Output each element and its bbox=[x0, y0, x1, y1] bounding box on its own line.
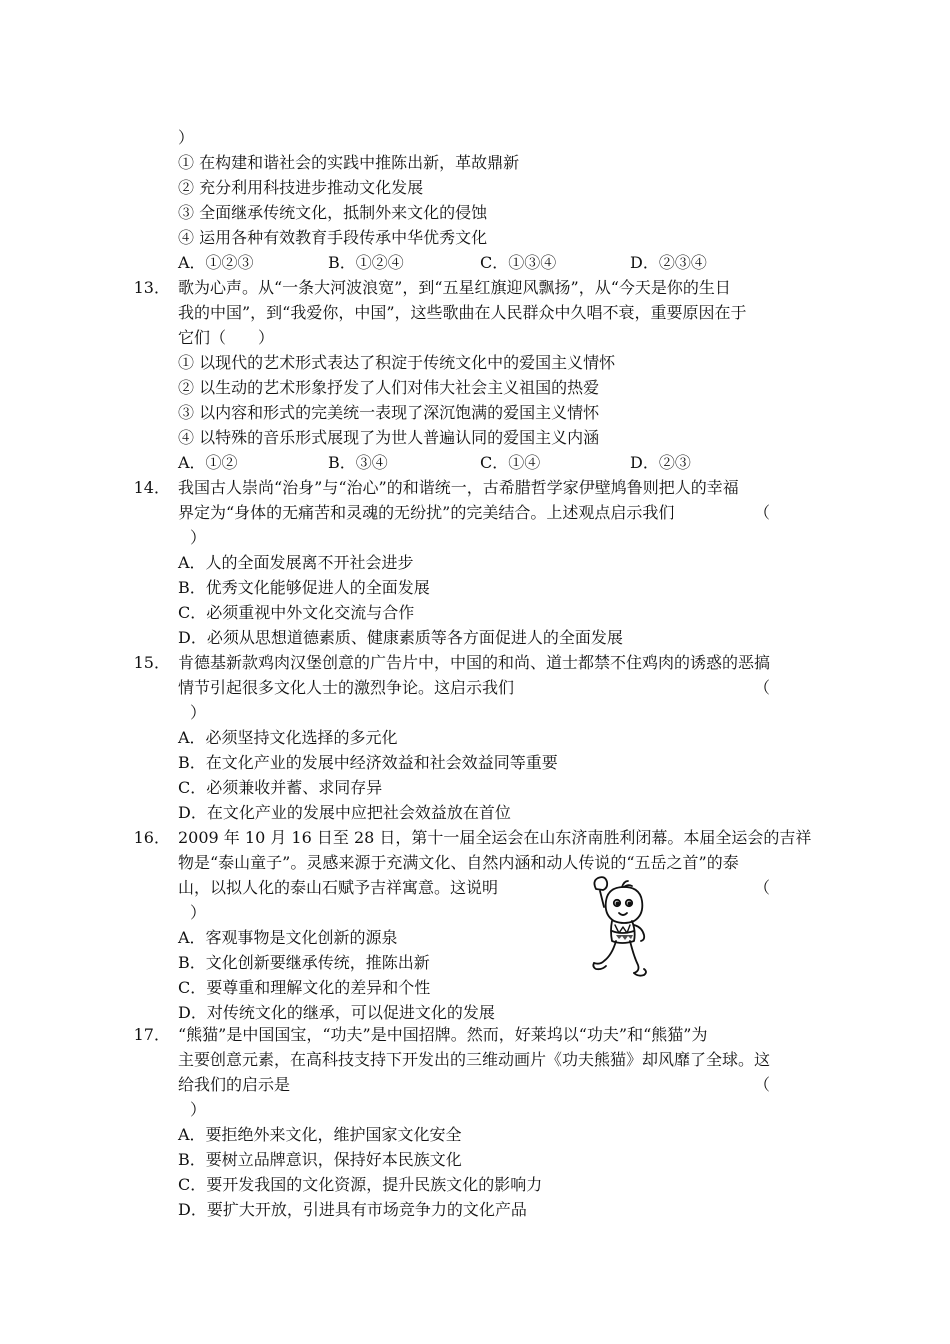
q13-choice-d: D．②③ bbox=[630, 453, 691, 472]
q13-choice-c: C．①④ bbox=[480, 453, 541, 472]
q17-stem-line-1: “熊猫”是中国国宝，“功夫”是中国招牌。然而，好莱坞以“功夫”和“熊猫”为 bbox=[178, 1025, 708, 1044]
q16-answer-paren-close: ） bbox=[190, 903, 207, 922]
q17-number: 17． bbox=[133, 1025, 170, 1044]
q13-item-3: ③ 以内容和形式的完美统一表现了深沉饱满的爱国主义情怀 bbox=[178, 403, 600, 422]
q17-answer-paren-open: （ bbox=[754, 1075, 771, 1094]
q14-option-d: D．必须从思想道德素质、健康素质等各方面促进人的全面发展 bbox=[178, 628, 623, 647]
q16-stem-line-3: 山，以拟人化的泰山石赋予吉祥寓意。这说明 bbox=[178, 878, 499, 897]
q12-choice-c: C．①③④ bbox=[480, 253, 557, 272]
q15-option-a: A．必须坚持文化选择的多元化 bbox=[178, 728, 398, 747]
q12-closing-paren: ） bbox=[178, 128, 195, 147]
q16-number: 16． bbox=[133, 828, 170, 847]
q12-item-1: ① 在构建和谐社会的实践中推陈出新，革故鼎新 bbox=[178, 153, 520, 172]
q14-option-b: B．优秀文化能够促进人的全面发展 bbox=[178, 578, 430, 597]
q17-option-c: C．要开发我国的文化资源，提升民族文化的影响力 bbox=[178, 1175, 543, 1194]
q16-stem-line-1: 2009 年 10 月 16 日至 28 日，第十一届全运会在山东济南胜利闭幕。本届全运会的吉祥 bbox=[178, 828, 812, 847]
q17-stem-line-2: 主要创意元素，在高科技支持下开发出的三维动画片《功夫熊猫》却风靡了全球。这 bbox=[178, 1050, 771, 1069]
q17-option-a: A．要拒绝外来文化，维护国家文化安全 bbox=[178, 1125, 462, 1144]
q13-stem-line-1: 歌为心声。从“一条大河波浪宽”，到“五星红旗迎风飘扬”，从“今天是你的生日 bbox=[178, 278, 731, 297]
q14-option-c: C．必须重视中外文化交流与合作 bbox=[178, 603, 415, 622]
q17-answer-paren-close: ） bbox=[190, 1100, 207, 1119]
q14-option-a: A．人的全面发展离不开社会进步 bbox=[178, 553, 414, 572]
q16-stem-line-2: 物是“泰山童子”。灵感来源于充满文化、自然内涵和动人传说的“五岳之首”的泰 bbox=[178, 853, 739, 872]
q13-item-2: ② 以生动的艺术形象抒发了人们对伟大社会主义祖国的热爱 bbox=[178, 378, 600, 397]
q14-answer-paren-close: ） bbox=[190, 528, 207, 547]
q16-option-c: C．要尊重和理解文化的差异和个性 bbox=[178, 978, 431, 997]
q13-choice-b: B．③④ bbox=[328, 453, 388, 472]
q17-stem-line-3: 给我们的启示是 bbox=[178, 1075, 291, 1094]
q14-stem-line-1: 我国古人崇尚“治身”与“治心”的和谐统一，古希腊哲学家伊壁鸠鲁则把人的幸福 bbox=[178, 478, 739, 497]
q13-item-4: ④ 以特殊的音乐形式展现了为世人普遍认同的爱国主义内涵 bbox=[178, 428, 600, 447]
q13-stem-line-2: 我的中国”，到“我爱你，中国”，这些歌曲在人民群众中久唱不衰，重要原因在于 bbox=[178, 303, 747, 322]
q12-choice-b: B．①②④ bbox=[328, 253, 404, 272]
q12-choice-a: A．①②③ bbox=[178, 253, 254, 272]
q17-option-d: D．要扩大开放，引进具有市场竞争力的文化产品 bbox=[178, 1200, 527, 1219]
q16-option-a: A．客观事物是文化创新的源泉 bbox=[178, 928, 398, 947]
q14-answer-paren-open: （ bbox=[754, 503, 771, 522]
q15-stem-line-2: 情节引起很多文化人士的激烈争论。这启示我们 bbox=[178, 678, 515, 697]
q13-item-1: ① 以现代的艺术形式表达了积淀于传统文化中的爱国主义情怀 bbox=[178, 353, 616, 372]
q17-option-b: B．要树立品牌意识，保持好本民族文化 bbox=[178, 1150, 462, 1169]
q14-stem-line-2: 界定为“身体的无痛苦和灵魂的无纷扰”的完美结合。上述观点启示我们 bbox=[178, 503, 675, 522]
q15-option-c: C．必须兼收并蓄、求同存异 bbox=[178, 778, 383, 797]
mascot-illustration bbox=[588, 875, 656, 987]
q12-item-4: ④ 运用各种有效教育手段传承中华优秀文化 bbox=[178, 228, 488, 247]
q15-option-d: D．在文化产业的发展中应把社会效益放在首位 bbox=[178, 803, 511, 822]
q12-item-3: ③ 全面继承传统文化，抵制外来文化的侵蚀 bbox=[178, 203, 488, 222]
q12-choice-d: D．②③④ bbox=[630, 253, 707, 272]
q15-option-b: B．在文化产业的发展中经济效益和社会效益同等重要 bbox=[178, 753, 558, 772]
q16-option-d: D．对传统文化的继承，可以促进文化的发展 bbox=[178, 1003, 495, 1022]
q12-item-2: ② 充分利用科技进步推动文化发展 bbox=[178, 178, 424, 197]
q13-number: 13． bbox=[133, 278, 170, 297]
q13-choice-a: A．①② bbox=[178, 453, 238, 472]
q16-answer-paren-open: （ bbox=[754, 878, 771, 897]
q13-stem-line-3: 它们（ ） bbox=[178, 328, 275, 347]
q16-option-b: B．文化创新要继承传统，推陈出新 bbox=[178, 953, 430, 972]
q15-answer-paren-close: ） bbox=[190, 703, 207, 722]
q15-answer-paren-open: （ bbox=[754, 678, 771, 697]
q15-number: 15． bbox=[133, 653, 170, 672]
q15-stem-line-1: 肯德基新款鸡肉汉堡创意的广告片中，中国的和尚、道士都禁不住鸡肉的诱惑的恶搞 bbox=[178, 653, 771, 672]
q14-number: 14． bbox=[133, 478, 170, 497]
